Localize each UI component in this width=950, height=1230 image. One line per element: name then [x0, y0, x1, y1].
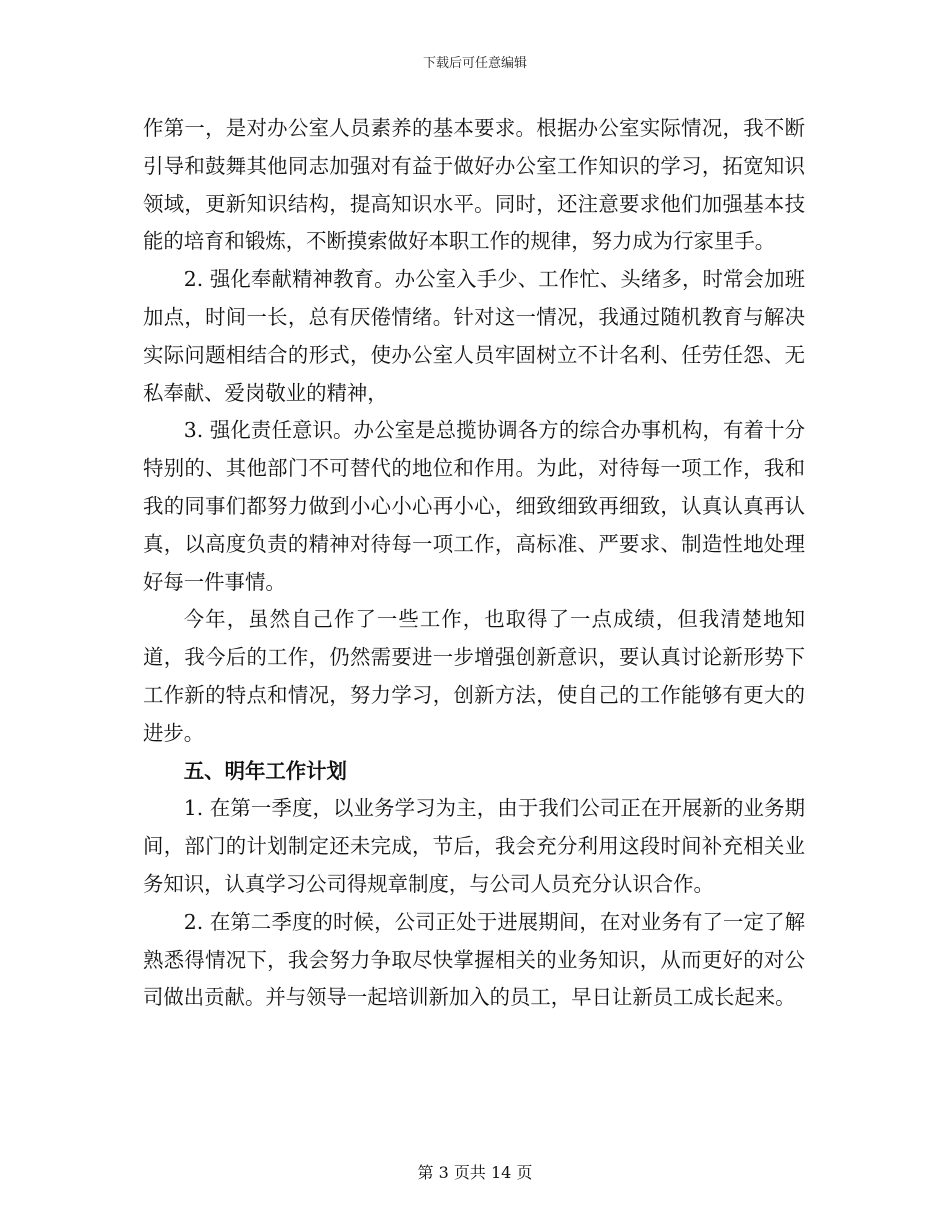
- page-header: 下载后可任意编辑: [422, 56, 527, 71]
- section-heading: 五、明年工作计划: [183, 758, 347, 783]
- paragraph-item-2: 2. 强化奉献精神教育。办公室入手少、工作忙、头绪多，时常会加班加点，时间一长，总有厌倦情绪。针对这一情况，我通过随机教育与解决实际问题相结合的形式，使办公室人员牢固树立不计名利、任劳任怨、无私奉献、爱岗敬业的精神，: [143, 267, 805, 405]
- page-footer: 第 3 页共 14 页: [417, 1163, 533, 1182]
- plan-item-2: 2. 在第二季度的时候，公司正处于进展期间，在对业务有了一定了解熟悉得情况下，我会努力争取尽快掌握相关的业务知识，从而更好的对公司做出贡献。并与领导一起培训新加入的员工，早日让新员工成长起来。: [143, 909, 805, 1010]
- plan-item-1: 1. 在第一季度，以业务学习为主，由于我们公司正在开展新的业务期间，部门的计划制定还未完成，节后，我会充分利用这段时间补充相关业务知识，认真学习公司得规章制度，与公司人员充分认识合作。: [143, 796, 805, 896]
- paragraph-item-3: 3. 强化责任意识。办公室是总揽协调各方的综合办事机构，有着十分特别的、其他部门不可替代的地位和作用。为此，对待每一项工作，我和我的同事们都努力做到小心小心再小心，细致细致再细致，认真认真再认真，以高度负责的精神对待每一项工作，高标准、严要求、制造性地处理好每一件事情。: [143, 418, 805, 594]
- paragraph-summary: 今年，虽然自己作了一些工作，也取得了一点成绩，但我清楚地知道，我今后的工作，仍然需要进一步增强创新意识，要认真讨论新形势下工作新的特点和情况，努力学习，创新方法，使自己的工作能够有更大的进步。: [143, 607, 805, 745]
- document-body: [143, 110, 805, 1017]
- paragraph-continuation: 作第一，是对办公室人员素养的基本要求。根据办公室实际情况，我不断引导和鼓舞其他同志加强对有益于做好办公室工作知识的学习，拓宽知识领域，更新知识结构，提高知识水平。同时，还注意要求他们加强基本技能的培育和锻炼，不断摸索做好本职工作的规律，努力成为行家里手。: [143, 116, 805, 254]
